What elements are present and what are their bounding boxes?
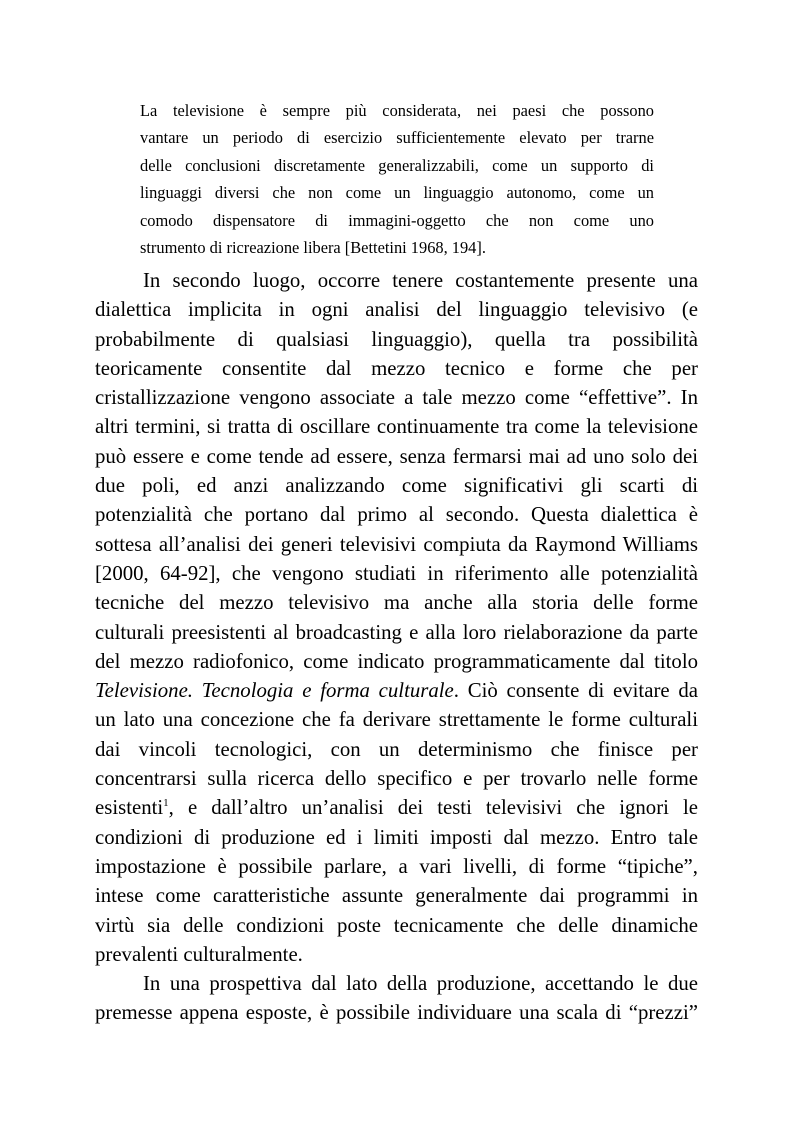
paragraph-line: intese come caratteristiche assunte generalmente dai programmi in [95, 884, 698, 908]
paragraph-line: In secondo luogo, occorre tenere costantemente presente una [143, 269, 698, 292]
quote-line: delle conclusioni discretamente generalizzabili, come un supporto di [140, 155, 654, 175]
paragraph-line: condizioni di produzione ed i limiti imposti dal mezzo. Entro tale [95, 825, 698, 849]
paragraph-line: due poli, ed anzi analizzando come significativi gli scarti di [95, 474, 698, 498]
paragraph-line: cristallizzazione vengono associate a tale mezzo come “effettive”. In [95, 386, 698, 410]
block-quote [140, 97, 654, 261]
line-text: , e dall’altro un’analisi dei testi televisivi che ignori le [168, 796, 698, 820]
quote-line: vantare un periodo di esercizio sufficientemente elevato per trarne [140, 128, 654, 148]
paragraph-line: culturali preesistenti al broadcasting e alla loro rielaborazione da parte [95, 620, 698, 644]
paragraph-line: dialettica implicita in ogni analisi del linguaggio televisivo (e [95, 298, 698, 322]
paragraph-line: concentrarsi sulla ricerca dello specifico e per trovarlo nelle forme [95, 767, 698, 791]
quote-line: linguaggi diversi che non come un linguaggio autonomo, come un [140, 183, 654, 203]
paragraph-line: In una prospettiva dal lato della produzione, accettando le due [143, 972, 698, 996]
footnote-marker[interactable]: 1 [163, 797, 169, 810]
paragraph-line: prevalenti culturalmente. [95, 942, 303, 966]
paragraph-line: premesse appena esposte, è possibile individuare una scala di “prezzi” [95, 1001, 698, 1025]
body-text [95, 266, 698, 1028]
book-title: Televisione. Tecnologia e forma culturale [95, 679, 454, 703]
paragraph-1 [95, 266, 698, 969]
quote-line: strumento di ricreazione libera [Bettetini 1968, 194]. [140, 238, 486, 258]
quote-line: comodo dispensatore di immagini-oggetto che non come uno [140, 210, 654, 230]
paragraph-line: del mezzo radiofonico, come indicato programmaticamente dal titolo [95, 649, 698, 673]
paragraph-line [95, 676, 698, 705]
paragraph-line: impostazione è possibile parlare, a vari livelli, di forme “tipiche”, [95, 854, 698, 878]
quote-line: La televisione è sempre più considerata, nei paesi che possono [140, 101, 654, 120]
paragraph-line: tecniche del mezzo televisivo ma anche alla storia delle forme [95, 591, 698, 615]
paragraph-line [95, 793, 698, 822]
line-text: . Ciò consente di evitare da [453, 679, 699, 703]
paragraph-line: probabilmente di qualsiasi linguaggio), quella tra possibilità [95, 327, 698, 351]
paragraph-line: altri termini, si tratta di oscillare continuamente tra come la televisione [95, 415, 698, 439]
paragraph-line: dai vincoli tecnologici, con un determinismo che finisce per [95, 737, 698, 761]
paragraph-2 [95, 969, 698, 1028]
paragraph-line: un lato una concezione che fa derivare strettamente le forme culturali [95, 708, 698, 732]
line-text: esistenti [95, 796, 164, 820]
paragraph-line: può essere e come tende ad essere, senza fermarsi mai ad uno solo dei [95, 444, 698, 468]
paragraph-line: sottesa all’analisi dei generi televisivi compiuta da Raymond Williams [95, 532, 698, 556]
paragraph-line: virtù sia delle condizioni poste tecnicamente che delle dinamiche [95, 913, 698, 937]
paragraph-line: teoricamente consentite dal mezzo tecnico e forme che per [95, 356, 698, 380]
paragraph-line: potenzialità che portano dal primo al secondo. Questa dialettica è [95, 503, 698, 527]
paragraph-line: [2000, 64-92], che vengono studiati in riferimento alle potenzialità [95, 561, 698, 585]
